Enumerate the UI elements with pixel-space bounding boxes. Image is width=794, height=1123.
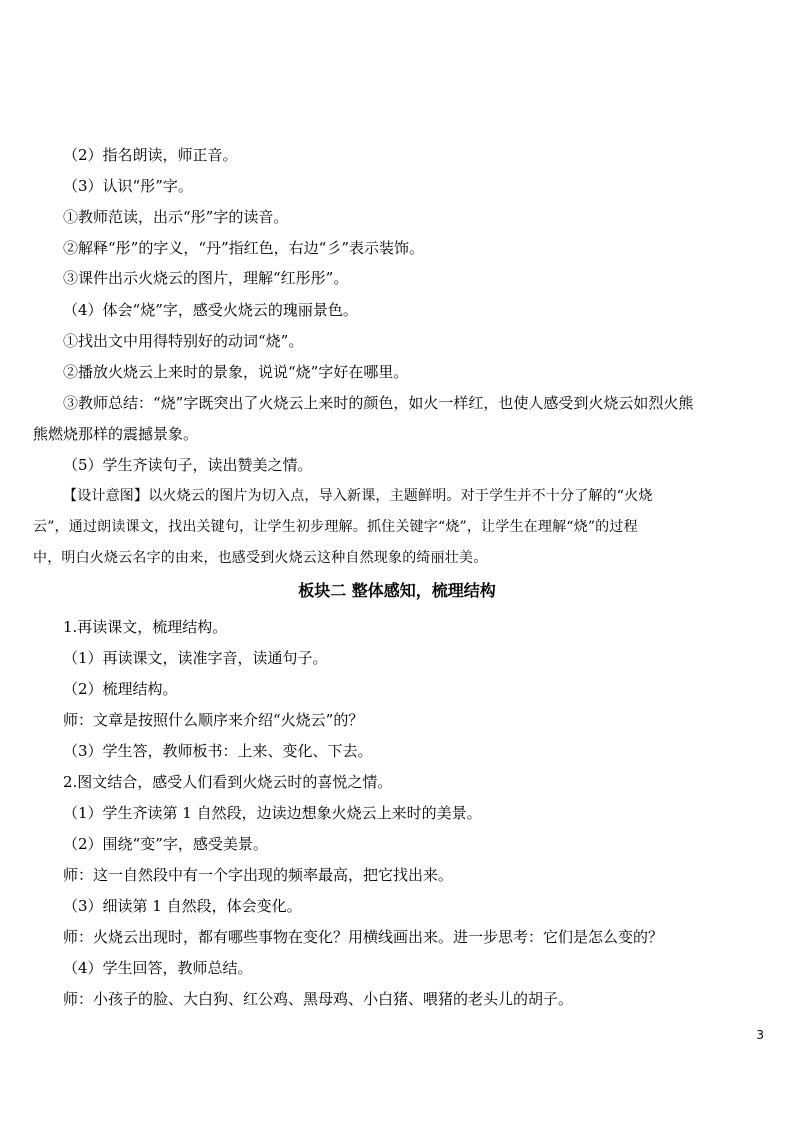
text-line: （1）学生齐读第 1 自然段，边读边想象火烧云上来时的美景。 <box>63 804 482 822</box>
text-line: （3）学生答，教师板书：上来、变化、下去。 <box>63 742 373 760</box>
design-intent-line: 中，明白火烧云名字的由来，也感受到火烧云这种自然现象的绮丽壮美。 <box>33 550 488 566</box>
text-line: 师：这一自然段中有一个字出现的频率最高，把它找出来。 <box>63 866 454 884</box>
text-line: ①教师范读，出示“彤”字的读音。 <box>63 208 289 226</box>
section-heading: 板块二 整体感知，梳理结构 <box>298 581 496 600</box>
text-line: （2）指名朗读，师正音。 <box>63 146 238 164</box>
design-intent-line <box>63 486 653 506</box>
text-line: ③教师总结：“烧”字既突出了火烧云上来时的颜色，如火一样红，也使人感受到火烧云如烈火熊 <box>63 394 694 412</box>
text-line: ③课件出示火烧云的图片，理解“红彤彤”。 <box>63 269 349 287</box>
text-line: （3）认识“彤”字。 <box>63 177 193 195</box>
text-line: （2）围绕“变”字，感受美景。 <box>63 835 268 853</box>
text-line: 1.再读课文，梳理结构。 <box>63 618 228 636</box>
design-intent-text: 以火烧云的图片为切入点，导入新课，主题鲜明。对于学生并不十分了解的“火烧 <box>148 488 653 504</box>
text-line: ②解释“彤”的字义，“丹”指红色，右边“彡”表示装饰。 <box>63 239 425 257</box>
text-line: 2.图文结合，感受人们看到火烧云时的喜悦之情。 <box>63 773 393 791</box>
text-line: （5）学生齐读句子，读出赞美之情。 <box>63 456 313 474</box>
text-line: ①找出文中用得特别好的动词“烧”。 <box>63 332 304 350</box>
text-line: （4）学生回答，教师总结。 <box>63 959 253 977</box>
text-line: 师：火烧云出现时，都有哪些事物在变化？用横线画出来。进一步思考：它们是怎么变的？ <box>63 928 664 946</box>
text-line: 熊燃烧那样的震撼景象。 <box>33 425 199 443</box>
text-line: （4）体会“烧”字，感受火烧云的瑰丽景色。 <box>63 301 358 319</box>
page-number: 3 <box>756 1028 764 1042</box>
text-line: 师：文章是按照什么顺序来介绍“火烧云”的？ <box>63 711 364 729</box>
text-line: （1）再读课文，读准字音，读通句子。 <box>63 649 328 667</box>
design-intent-tag: 【设计意图】 <box>63 488 149 504</box>
design-intent-line: 云”，通过朗读课文，找出关键句，让学生初步理解。抓住关键字“烧”，让学生在理解“烧”的过程 <box>33 519 638 535</box>
text-line: 师：小孩子的脸、大白狗、红公鸡、黑母鸡、小白猪、喂猪的老头儿的胡子。 <box>63 990 574 1008</box>
text-line: （3）细读第 1 自然段，体会变化。 <box>63 897 302 915</box>
text-line: ②播放火烧云上来时的景象，说说“烧”字好在哪里。 <box>63 363 409 381</box>
text-line: （2）梳理结构。 <box>63 680 178 698</box>
